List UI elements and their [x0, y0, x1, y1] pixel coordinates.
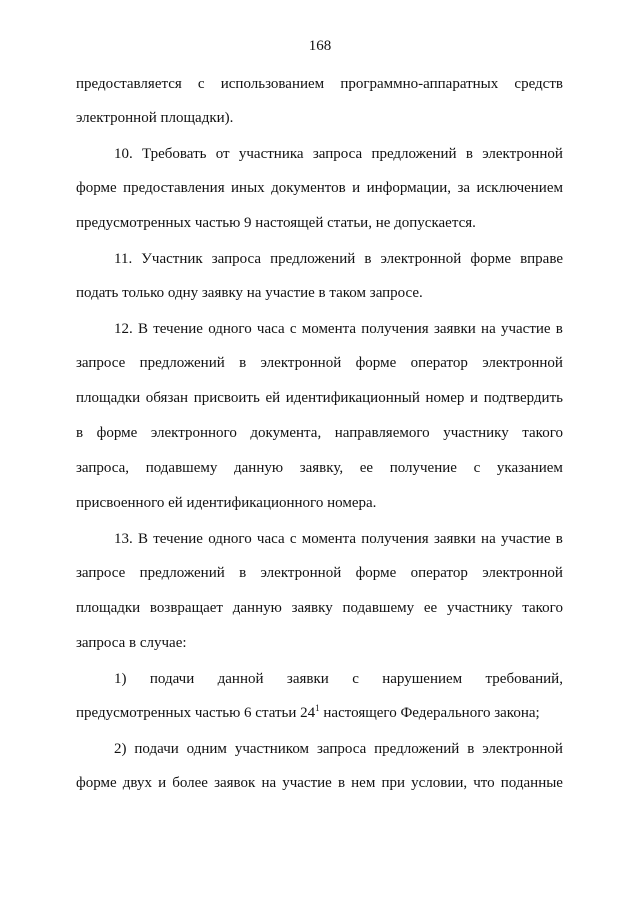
word: Требовать	[142, 146, 207, 162]
word: с	[352, 671, 359, 687]
word: обязан	[145, 390, 189, 406]
word: В	[137, 321, 148, 337]
word: запроса	[316, 741, 367, 757]
line-text-after: настоящего Федерального закона;	[319, 705, 540, 721]
word: нарушением	[382, 671, 463, 687]
word: при	[381, 775, 406, 791]
word: что	[473, 775, 495, 791]
word: электронной	[482, 565, 563, 581]
word: площадки	[76, 600, 141, 616]
word: с	[473, 460, 481, 476]
word: на	[261, 775, 277, 791]
word: получения	[361, 321, 429, 337]
word: программно-аппаратных	[340, 76, 499, 92]
word: 10.	[114, 146, 133, 162]
word: заявки	[433, 531, 476, 547]
word: поданные	[500, 775, 563, 791]
word: участником	[234, 741, 310, 757]
word: ее	[423, 600, 438, 616]
word: оператор	[410, 355, 468, 371]
text-line	[76, 423, 563, 443]
word: участнику	[443, 425, 509, 441]
text-line: предусмотренных частью 9 настоящей статьи, не допускается.	[76, 215, 476, 231]
word: форме	[355, 565, 397, 581]
word: предложений	[270, 251, 356, 267]
word: предложений	[139, 355, 225, 371]
text-line	[114, 249, 563, 269]
text-line	[76, 703, 563, 723]
word: площадки	[76, 390, 141, 406]
word: данную	[234, 460, 284, 476]
word: номер	[425, 390, 465, 406]
word: момента	[301, 531, 357, 547]
text-line	[114, 669, 563, 689]
word: направляемого	[334, 425, 430, 441]
word: в	[364, 251, 372, 267]
word: электронной	[482, 741, 563, 757]
word: вправе	[520, 251, 563, 267]
word: в	[337, 775, 346, 791]
text-line	[76, 458, 563, 478]
word: получение	[389, 460, 457, 476]
text-line	[76, 74, 563, 94]
word: подачи	[149, 671, 195, 687]
word: использованием	[220, 76, 325, 92]
word: данной	[217, 671, 264, 687]
word: от	[215, 146, 230, 162]
word: на	[481, 531, 496, 547]
word: запросе	[76, 565, 126, 581]
word: двух	[122, 775, 152, 791]
word: такого	[522, 600, 563, 616]
word: в	[239, 565, 247, 581]
superscript: 1	[315, 703, 320, 713]
word: форме	[355, 355, 397, 371]
word: подавшему	[342, 600, 415, 616]
word: часа	[256, 321, 285, 337]
word: в	[239, 355, 247, 371]
word: в	[555, 531, 563, 547]
word: документа,	[250, 425, 322, 441]
text-line: присвоенного ей идентификационного номера.	[76, 495, 377, 511]
word: ей	[265, 390, 281, 406]
word: запросе	[76, 355, 126, 371]
word: и	[352, 180, 361, 196]
word: 2)	[114, 741, 127, 757]
word: с	[197, 76, 205, 92]
word: Участник	[141, 251, 203, 267]
word: подавшему	[145, 460, 218, 476]
word: идентификационный	[285, 390, 420, 406]
word: участнику	[446, 600, 513, 616]
word: ее	[359, 460, 374, 476]
word: предоставляется	[76, 76, 182, 92]
word: предложений	[371, 146, 457, 162]
word: условии,	[411, 775, 468, 791]
word: присвоить	[193, 390, 260, 406]
word: электронной	[260, 565, 342, 581]
word: форме	[470, 251, 511, 267]
word: более	[172, 775, 208, 791]
word: электронной	[380, 251, 462, 267]
text-line	[114, 529, 563, 549]
word: возвращает	[149, 600, 223, 616]
word: заявку	[291, 600, 333, 616]
word: заявки	[433, 321, 476, 337]
word: на	[481, 321, 496, 337]
text-line	[114, 144, 563, 164]
word: заявку,	[299, 460, 344, 476]
text-line: электронной площадки).	[76, 110, 234, 126]
word: В	[137, 531, 148, 547]
word: одного	[208, 321, 252, 337]
text-line	[76, 178, 563, 198]
word: форме	[76, 775, 117, 791]
word: документов	[271, 180, 346, 196]
text-line: запроса в случае:	[76, 635, 187, 651]
word: в	[467, 741, 475, 757]
word: исключением	[476, 180, 563, 196]
word: средств	[514, 76, 563, 92]
text-line	[114, 739, 563, 759]
word: данную	[232, 600, 282, 616]
word: указанием	[496, 460, 563, 476]
word: 13.	[114, 531, 133, 547]
word: одним	[186, 741, 227, 757]
word: нем	[351, 775, 376, 791]
word: в	[465, 146, 473, 162]
word: подтвердить	[483, 390, 563, 406]
word: с	[289, 321, 297, 337]
word: иных	[231, 180, 265, 196]
word: требований,	[485, 671, 563, 687]
word: одного	[208, 531, 252, 547]
word: запроса	[211, 251, 262, 267]
text-line	[76, 598, 563, 618]
page-number: 168	[308, 38, 332, 54]
word: и	[470, 390, 479, 406]
text-line	[76, 388, 563, 408]
word: оператор	[410, 565, 468, 581]
word: форме	[76, 180, 117, 196]
word: заявок	[214, 775, 256, 791]
word: получения	[361, 531, 429, 547]
text-line: подать только одну заявку на участие в таком запросе.	[76, 285, 423, 301]
word: участие	[500, 531, 551, 547]
word: форме	[96, 425, 138, 441]
word: момента	[301, 321, 357, 337]
word: течение	[153, 531, 203, 547]
word: предоставления	[123, 180, 225, 196]
word: участие	[500, 321, 551, 337]
text-line	[76, 353, 563, 373]
word: в	[555, 321, 563, 337]
word: электронного	[150, 425, 237, 441]
word: предложений	[139, 565, 225, 581]
word: подачи	[134, 741, 179, 757]
word: такого	[522, 425, 563, 441]
word: заявки	[286, 671, 329, 687]
word: участие	[282, 775, 332, 791]
word: 1)	[114, 671, 127, 687]
word: с	[289, 531, 297, 547]
word: электронной	[260, 355, 342, 371]
word: 12.	[114, 321, 133, 337]
word: запроса	[312, 146, 363, 162]
word: и	[158, 775, 167, 791]
word: предложений	[374, 741, 460, 757]
word: течение	[153, 321, 203, 337]
word: электронной	[482, 146, 563, 162]
word: участника	[238, 146, 304, 162]
word: в	[76, 425, 84, 441]
word: запроса,	[76, 460, 130, 476]
text-line	[76, 773, 563, 793]
word: за	[457, 180, 471, 196]
text-line	[114, 319, 563, 339]
line-text-before: предусмотренных частью 6 статьи 24	[76, 705, 316, 721]
word: часа	[256, 531, 285, 547]
word: электронной	[482, 355, 563, 371]
text-line	[76, 563, 563, 583]
word: информации,	[366, 180, 452, 196]
word: 11.	[114, 251, 133, 267]
